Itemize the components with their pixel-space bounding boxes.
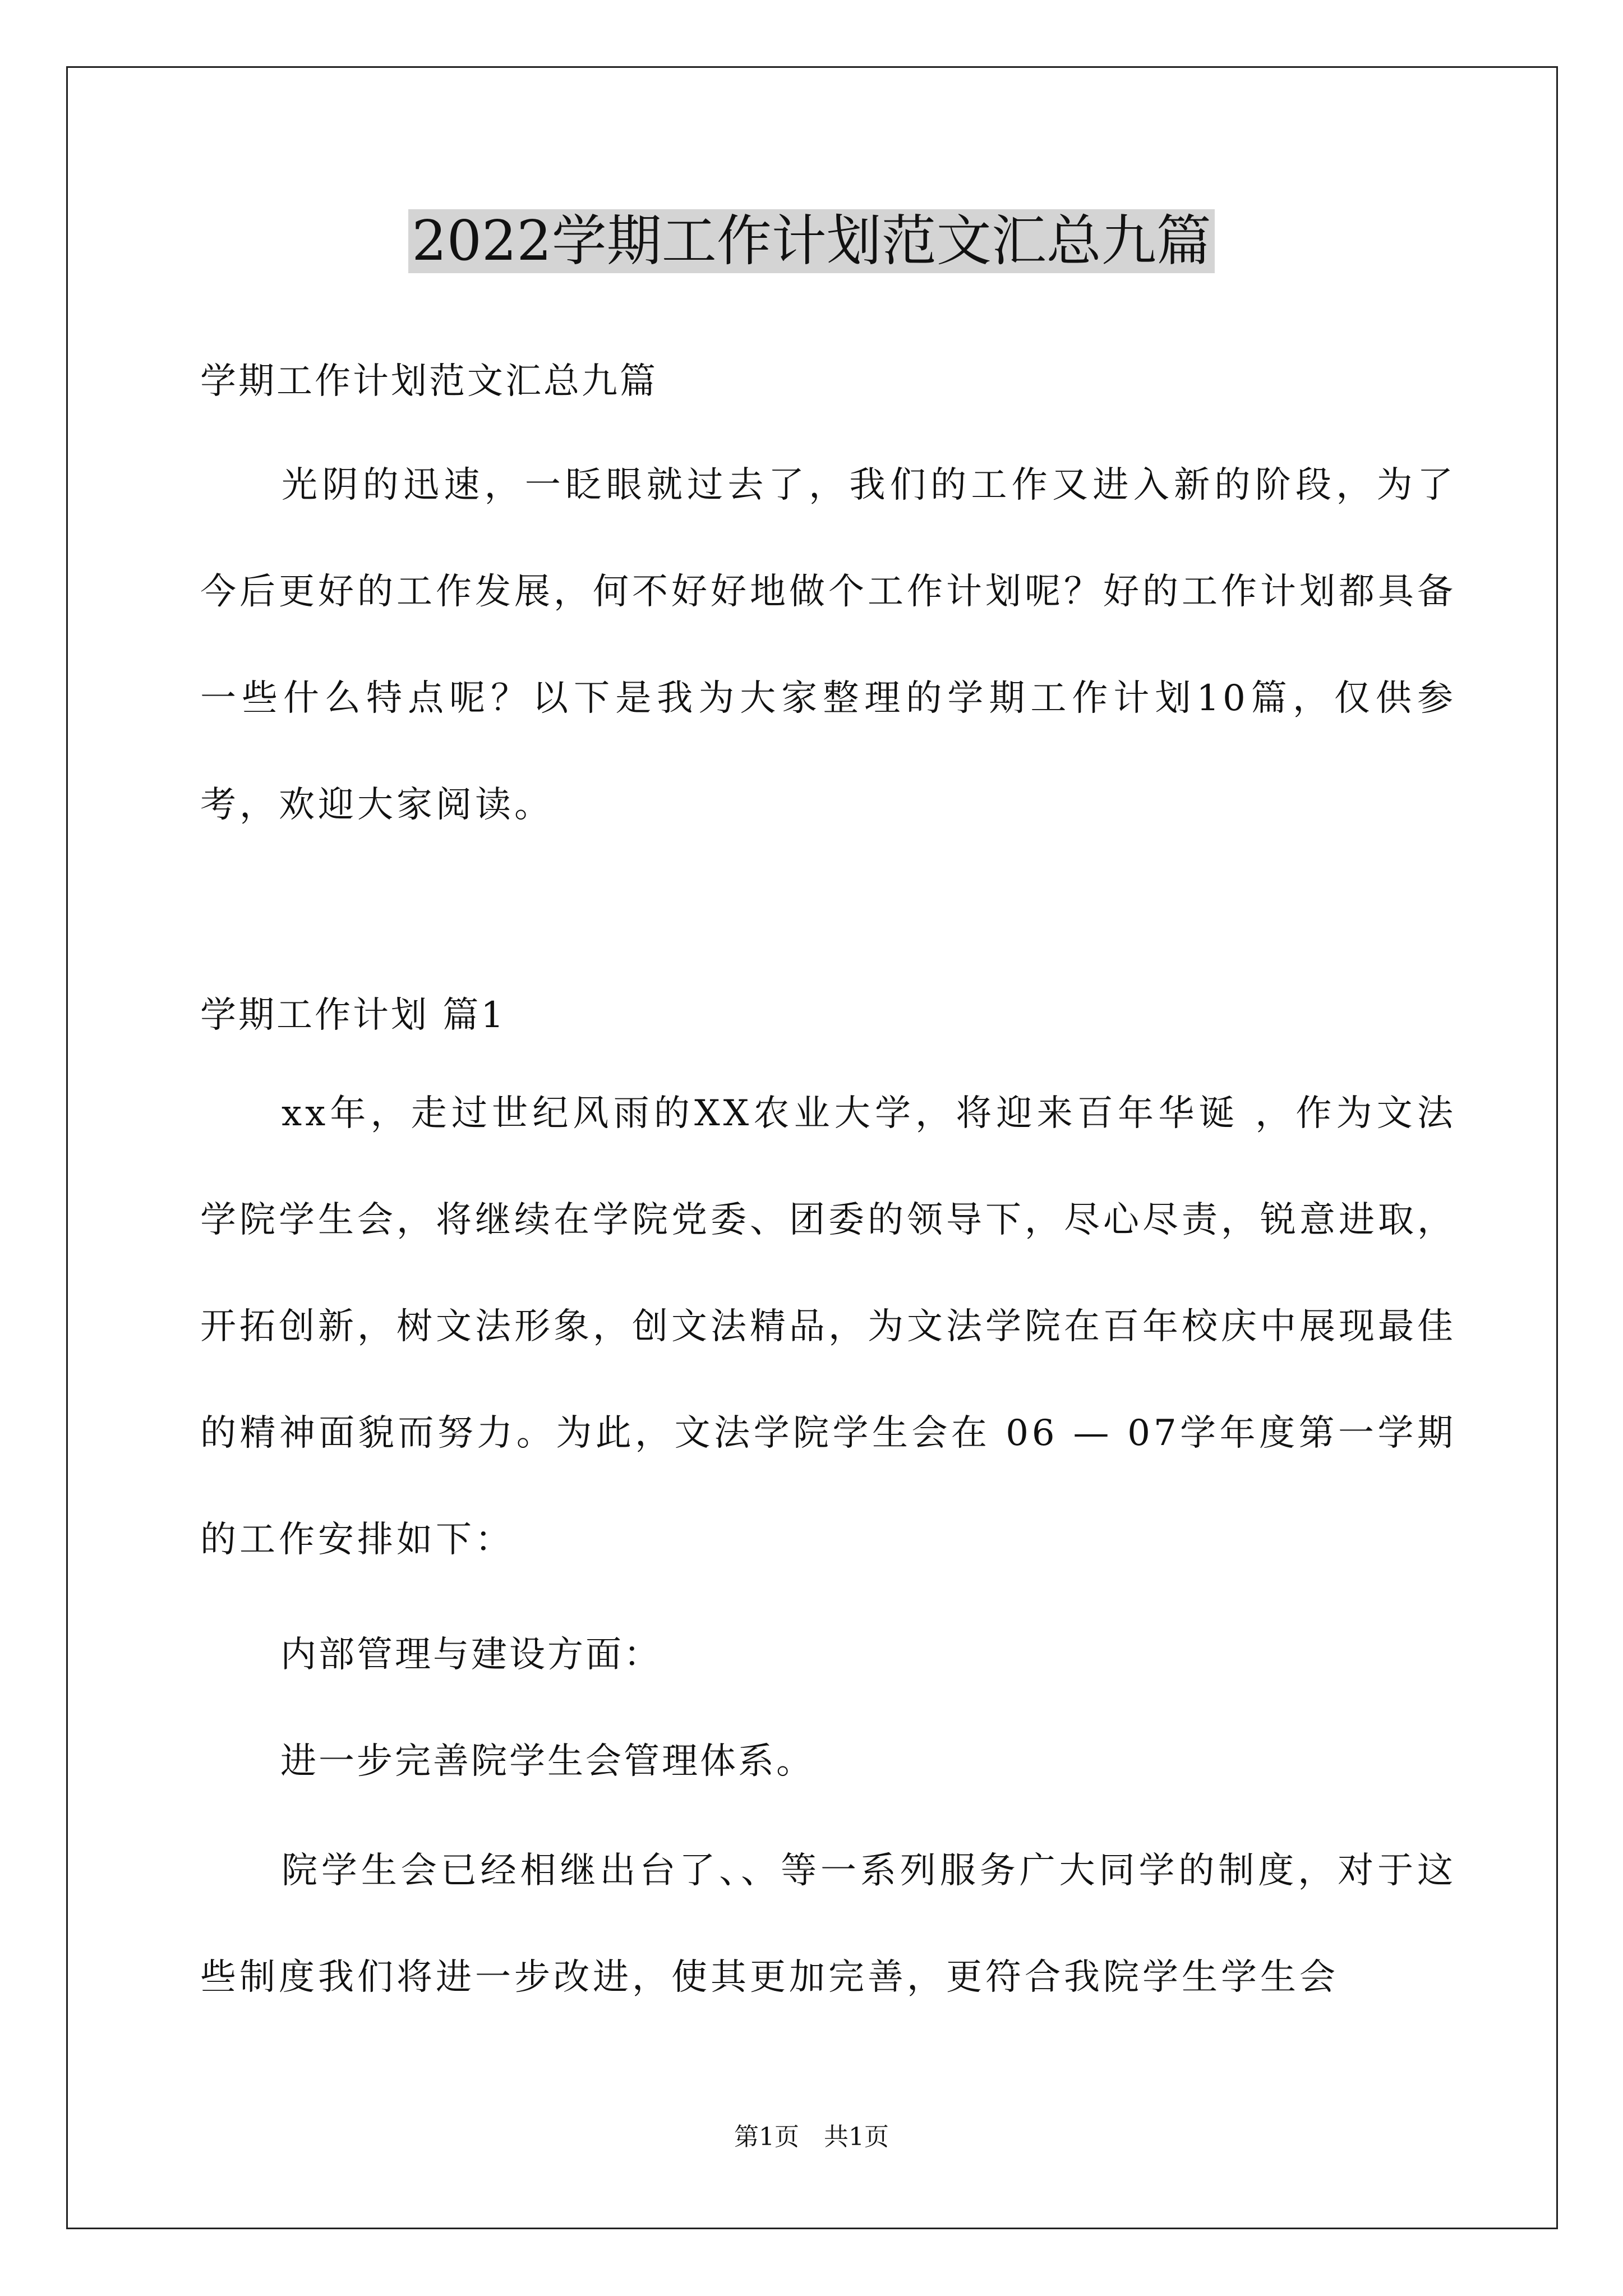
section-heading: 学期工作计划 篇1 bbox=[200, 995, 506, 1036]
document-title-text: 2022学期工作计划范文汇总九篇 bbox=[408, 209, 1214, 273]
page-footer: 第1页 共1页 bbox=[734, 2123, 889, 2151]
intro-paragraph: 光阴的迅速，一眨眼就过去了，我们的工作又进入新的阶段，为了今后更好的工作发展，何不好好地做个工作计划呢？好的工作计划都具备一些什么特点呢？以下是我为大家整理的学期工作计划10篇，仅供参考，欢迎大家阅读。 bbox=[200, 464, 1456, 826]
document-title bbox=[0, 202, 1623, 280]
section-paragraph: xx年，走过世纪风雨的XX农业大学，将迎来百年华诞 ，作为文法学院学生会，将继续在学院党委、团委的领导下，尽心尽责，锐意进取，开拓创新，树文法形象，创文法精品，为文法学院在百年校庆中展现最佳的精神面貌而努力。为此，文法学院学生会在 06 — 07学年度第一学期的工作安排如下： bbox=[200, 1093, 1456, 1561]
section-paragraph: 院学生会已经相继出台了、、等一系列服务广大同学的制度，对于这些制度我们将进一步改进，使其更加完善，更符合我院学生学生会 bbox=[200, 1850, 1456, 1998]
section-paragraph: 进一步完善院学生会管理体系。 bbox=[280, 1741, 814, 1782]
section-paragraph: 内部管理与建设方面： bbox=[280, 1634, 662, 1676]
document-subtitle: 学期工作计划范文汇总九篇 bbox=[200, 361, 658, 402]
